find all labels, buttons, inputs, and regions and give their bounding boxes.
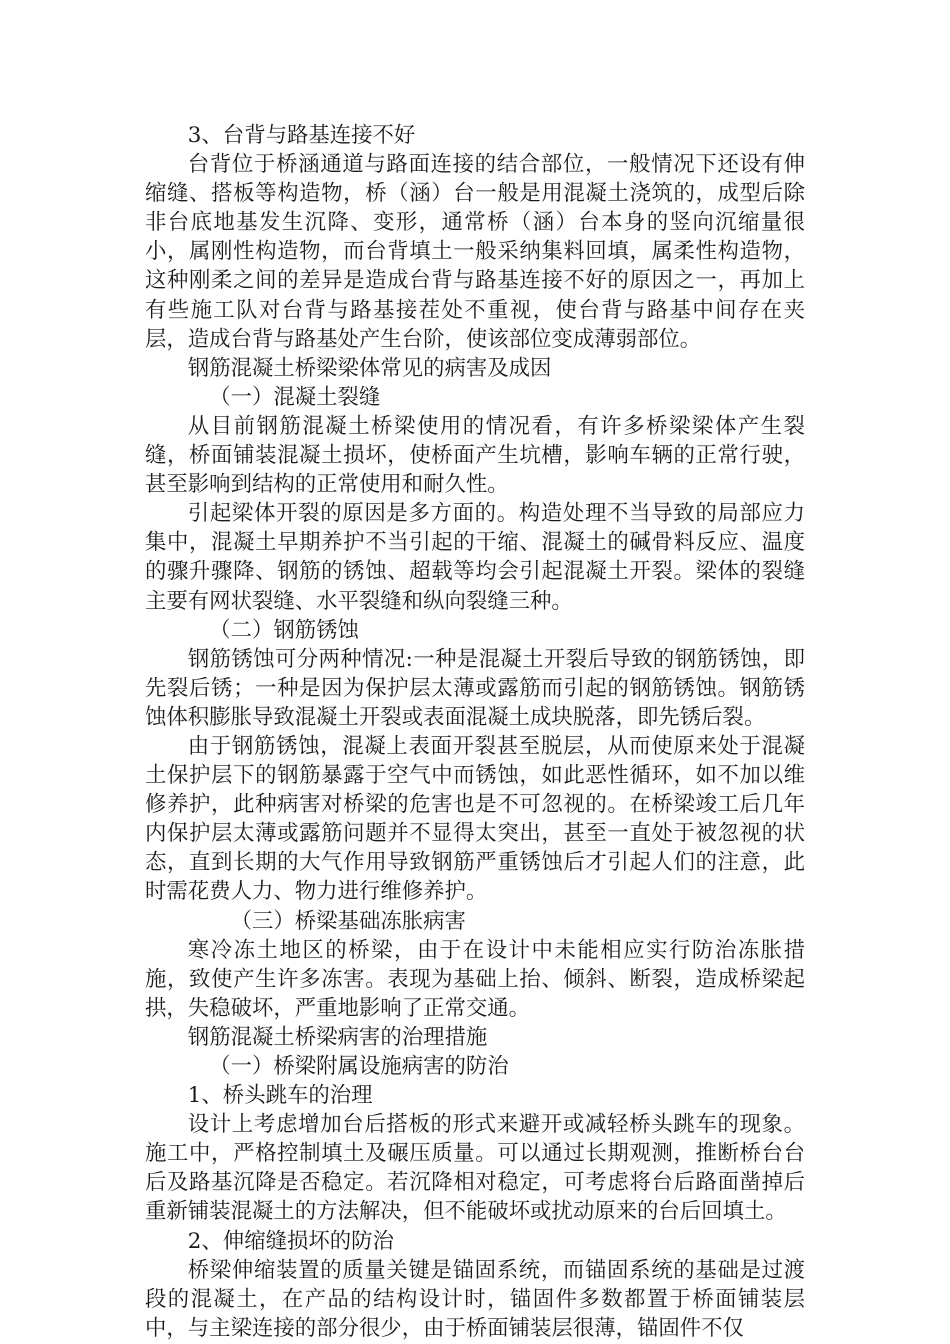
paragraph-expansion-joint: 桥梁伸缩装置的质量关键是锚固系统，而锚固系统的基础是过渡段的混凝土，在产品的结构设计时，锚固件多数都置于桥面铺装层中，与主梁连接的部分很少，由于桥面铺装层很薄，锚固件不仅 [145, 1257, 805, 1341]
paragraph-corrosion-1: 钢筋锈蚀可分两种情况:一种是混凝土开裂后导致的钢筋锈蚀，即先裂后锈；一种是因为保护层太薄或露筋而引起的钢筋锈蚀。钢筋锈蚀体积膨胀导致混凝土开裂或表面混凝土成块脱落，即先锈后裂。 [145, 646, 805, 730]
subsection-heading-ancillary: （一）桥梁附属设施病害的防治 [209, 1054, 509, 1079]
paragraph-corrosion-2: 由于钢筋锈蚀，混凝上表面开裂甚至脱层，从而使原来处于混凝土保护层下的钢筋暴露于空气中而锈蚀，如此恶性循环，如不加以维修养护，此种病害对桥梁的危害也是不可忽视的。在桥梁竣工后几年内保护层太薄或露筋问题并不显得太突出，甚至一直处于被忽视的状态，直到长期的大气作用导致钢筋严重锈蚀后才引起人们的注意，此时需花费人力、物力进行维修养护。 [145, 733, 805, 905]
paragraph-frost: 寒冷冻土地区的桥梁，由于在设计中未能相应实行防治冻胀措施，致使产生许多冻害。表现为基础上抬、倾斜、断裂，造成桥梁起拱，失稳破坏，严重地影响了正常交通。 [145, 937, 805, 1021]
section-heading-diseases: 钢筋混凝土桥梁梁体常见的病害及成因 [187, 355, 552, 381]
paragraph-abutment: 台背位于桥涵通道与路面连接的结合部位，一般情况下还设有伸缩缝、搭板等构造物，桥（涵）台一般是用混凝土浇筑的，成型后除非台底地基发生沉降、变形，通常桥（涵）台本身的竖向沉缩量很小，属刚性构造物，而台背填土一般采纳集料回填，属柔性构造物，这种刚柔之间的差异是造成台背与路基连接不好的原因之一，再加上有些施工队对台背与路基接茬处不重视，使台背与路基中间存在夹层，造成台背与路基处产生台阶，使该部位变成薄弱部位。 [145, 152, 805, 352]
item-heading-bridgehead: 1、桥头跳车的治理 [187, 1083, 373, 1109]
subsection-heading-cracks: （一）混凝土裂缝 [209, 384, 381, 410]
paragraph-cracks-2: 引起梁体开裂的原因是多方面的。构造处理不当导致的局部应力集中，混凝土早期养护不当引起的干缩、混凝土的碱骨料反应、温度的骤升骤降、钢筋的锈蚀、超载等均会引起混凝土开裂。梁体的裂缝主要有网状裂缝、水平裂缝和纵向裂缝三种。 [145, 501, 805, 614]
item-heading-expansion-joint: 2、伸缩缝损坏的防治 [187, 1228, 394, 1254]
section-heading-abutment: 3、台背与路基连接不好 [187, 123, 416, 148]
paragraph-bridgehead: 设计上考虑增加台后搭板的形式来避开或减轻桥头跳车的现象。施工中，严格控制填土及碾压质量。可以通过长期观测，推断桥台台后及路基沉降是否稳定。若沉降相对稳定，可考虑将台后路面凿掉后重新铺装混凝土的方法解决，但不能破坏或扰动原来的台后回填土。 [145, 1112, 805, 1225]
subsection-heading-corrosion: （二）钢筋锈蚀 [209, 617, 359, 643]
document-page [145, 121, 805, 1343]
paragraph-cracks-1: 从目前钢筋混凝土桥梁使用的情况看，有许多桥梁梁体产生裂缝，桥面铺装混凝土损坏，使桥面产生坑槽，影响车辆的正常行驶，甚至影响到结构的正常使用和耐久性。 [145, 413, 805, 498]
section-heading-treatment: 钢筋混凝土桥梁病害的治理措施 [187, 1024, 488, 1050]
subsection-heading-frost: （三）桥梁基础冻胀病害 [230, 908, 466, 934]
